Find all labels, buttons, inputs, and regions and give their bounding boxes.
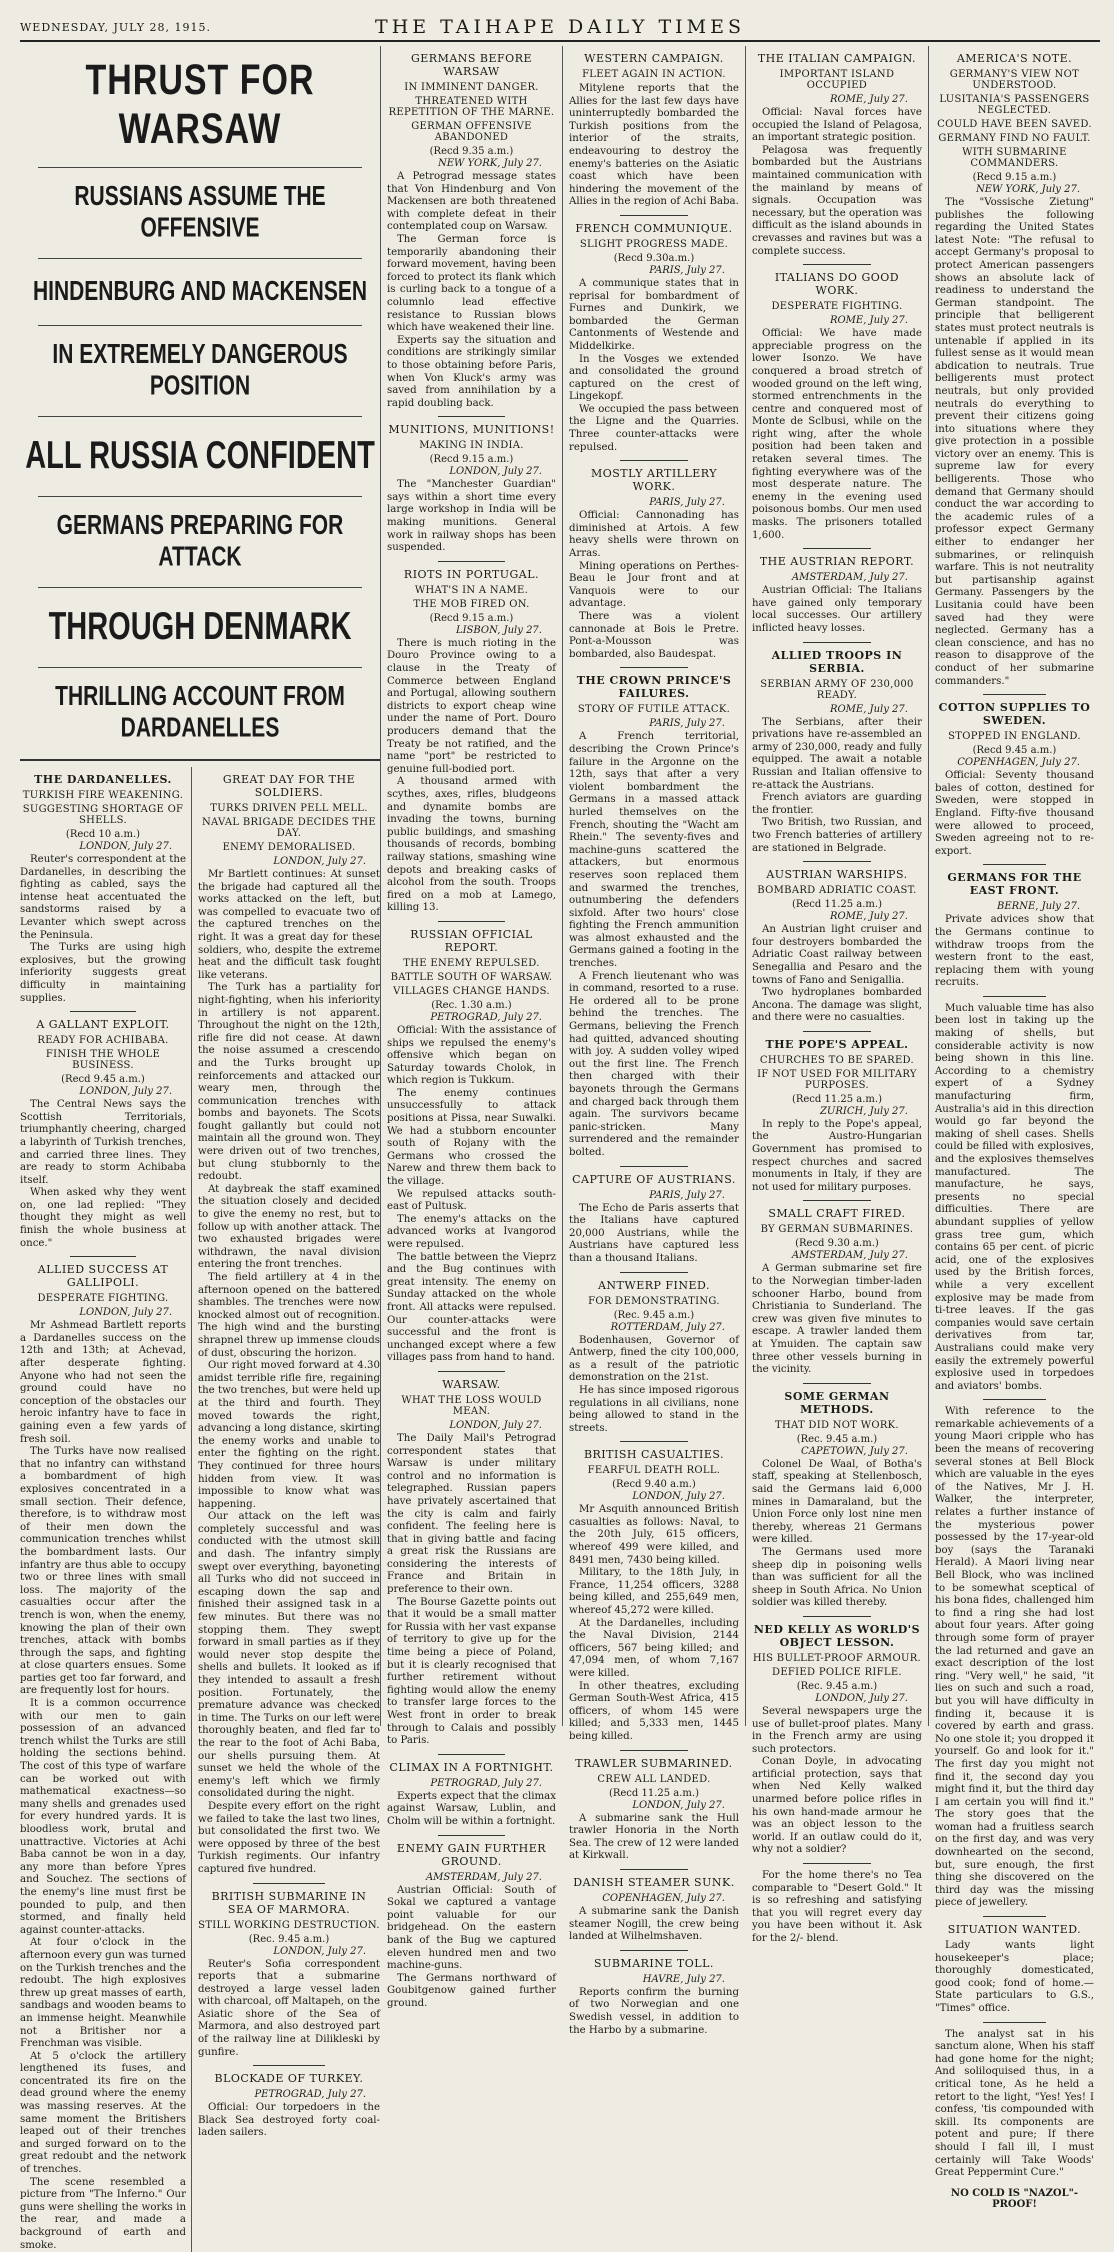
- dateline: PARIS, July 27.: [649, 497, 725, 509]
- received-time: (Recd 9.45 a.m.): [972, 745, 1057, 757]
- article-subhead: TURKISH FIRE WEAKENING.: [22, 790, 184, 801]
- columns: [20, 46, 1100, 2251]
- paragraph: Bodenhausen, Governor of Antwerp, fined the city 100,000, as a result of the patriotic demonstration on the 21st.: [568, 1334, 739, 1384]
- received-time: (Recd 9.15 a.m.): [972, 172, 1057, 183]
- dateline: LONDON, July 27.: [273, 1945, 366, 1957]
- article-title: AMERICA'S NOTE.: [956, 52, 1073, 65]
- article-subhead: SLIGHT PROGRESS MADE.: [579, 238, 729, 250]
- received-time: (Recd 9.15 a.m.): [429, 612, 514, 624]
- paragraph: Conan Doyle, in advocating artificial protection, says that when Ned Kelly walked unarmed before police rifles in his own hand-made armour he was an object lesson to the world. If an outlaw could do it, why not a soldier?: [751, 1756, 922, 1856]
- paragraph: French aviators are guarding the frontier.: [751, 792, 922, 816]
- received-time: (Recd 9.15 a.m.): [429, 454, 514, 466]
- paragraph: Austrian Official: South of Sokal we captured a vantage point valuable for our bridgehead. On the eastern bank of the Bug we captured eleven hundred men and two machine-guns.: [387, 1884, 556, 1972]
- article-title: THE DARDANELLES.: [34, 773, 172, 786]
- paragraph: At 5 o'clock the artillery lengthened its fuses, and concentrated its fire on the dead ground where the enemy was massing reserves. At the same moment the Britishers leaped out of their trenches and surged forward on to the great redoubt and the network of trenches.: [20, 2050, 186, 2176]
- article-subhead: STILL WORKING DESTRUCTION.: [198, 1919, 380, 1931]
- paragraph: Several newspapers urge the use of bullet-proof plates. Many in the French army are using such protectors.: [751, 1705, 922, 1755]
- received-time: (Rec. 9.45 a.m.): [248, 1933, 330, 1945]
- article-subhead: FOR DEMONSTRATING.: [588, 1295, 720, 1307]
- paragraph: The German force is temporarily abandoning their forward movement, having been forced to protect its flank which is curling back to a tongue of a columnlo lead effective resistance to Russian blows which have weakened their line.: [387, 233, 556, 334]
- dateline: LONDON, July 27.: [79, 1307, 172, 1319]
- article-title: NED KELLY AS WORLD'S OBJECT LESSON.: [753, 1622, 921, 1649]
- paragraph: The enemy's attacks on the advanced works at Ivangorod were repulsed.: [387, 1213, 556, 1250]
- paragraph: Official: We have made appreciable progress on the lower Isonzo. We have conquered a broad stretch of wooded ground on the left wing, stormed entrenchments in the centre and conquered most of Monte de Sclbusi, while on the right wing, after the whole position had been taken and retaken several times. The fighting everywhere was of the most desperate nature. The enemy in the evening used poisonous bombs. Our men used masks. The prisoners totalled 1,600.: [751, 328, 922, 541]
- paragraph: We occupied the pass between the Ligne and the Quarries. Three counter-attacks were repulsed.: [568, 403, 739, 453]
- paragraph: There is much rioting in the Douro Province owing to a clause in the Treaty of Commerce between England and Portugal, allowing southern districts to export cheap wine under the name of Port. Douro producers demand that the Treaty be not ratified, and the name "port" be restricted to genuine full-bodied port.: [387, 637, 556, 775]
- article-title: THE ITALIAN CAMPAIGN.: [757, 52, 917, 65]
- article-subhead: DESPERATE FIGHTING.: [771, 301, 903, 313]
- article-title: SUBMARINE TOLL.: [594, 1956, 714, 1970]
- article-subhead: THREATENED WITH REPETITION OF THE MARNE.: [388, 96, 555, 118]
- paragraph: The Daily Mail's Petrograd correspondent states that Warsaw is under military control and no information is telegraphed. Russian papers have privately ascertained that the city is calm and fairly confident. The feeling here is that in giving battle and facing a great risk the Russians are considering the interests of France and Britain in preference to their own.: [387, 1432, 556, 1596]
- advertisement: For the home there's no Tea comparable to "Desert Gold." It is so refreshing and satisfying that you will regret every day you have been without it. Ask for the 2/- blend.: [751, 1870, 922, 1944]
- article-subhead: SUGGESTING SHORTAGE OF SHELLS.: [22, 804, 184, 826]
- received-time: (Rec. 9.45 a.m.): [796, 1680, 878, 1692]
- dateline: ROME, July 27.: [829, 94, 908, 105]
- dateline: ROME, July 27.: [829, 703, 908, 715]
- received-time: (Recd 11.25 a.m.): [791, 899, 882, 911]
- dateline: PARIS, July 27.: [649, 1189, 725, 1201]
- paragraph: The enemy continues unsuccessfully to attack positions at Pissa, near Suwalki. We had a stubborn encounter south of Rojany with the Germans who crossed the Narew and threw them back to the village.: [387, 1087, 556, 1188]
- paragraph: A French territorial, describing the Crown Prince's failure in the Argonne on the 12th, says that after a very violent bombardment the Germans in a massed attack hurled themselves on the French, shouting the "Wacht am Rhein." The seventy-fives and machine-guns scattered the attackers, but enormous reserves soon replaced them and swarmed the trenches, outnumbering the defenders sixfold. After two hours' close fighting the French ammunition was almost exhausted and the Germans gained a footing in the trenches.: [568, 731, 739, 970]
- dateline: PARIS, July 27.: [649, 264, 725, 276]
- article-subhead: CHURCHES TO BE SPARED.: [759, 1054, 914, 1066]
- dateline: CAPETOWN, July 27.: [801, 1445, 908, 1457]
- article-title: FRENCH COMMUNIQUE.: [575, 221, 733, 235]
- dateline: LONDON, July 27.: [632, 1491, 725, 1503]
- paragraph: The "Manchester Guardian" says within a short time every large workshop in India will be making munitions. General work in railway shops has been suspended.: [387, 479, 556, 554]
- article-title: GERMANS FOR THE EAST FRONT.: [947, 871, 1082, 898]
- article-title: WARSAW.: [442, 1377, 501, 1391]
- paragraph: The Turks have now realised that no infantry can withstand a bombardment of high explosives concentrated in a small section. Their defence, therefore, is to withdraw most of their men down the communication trenches whilst the bombardment lasts. Our infantry are thus able to occupy two or three lines with small loss. The majority of the casualties occur after the trench is won, when the enemy, knowing the plan of their own trenches, attack with bombs through the saps, and fighting at close quarters ensues. Some parties get too far forward, and are frequently lost for hours.: [20, 1446, 186, 1697]
- article-title: SMALL CRAFT FIRED.: [768, 1207, 906, 1221]
- paragraph: The Turk has a partiality for night-fighting, when his inferiority in artillery is not apparent. Throughout the night on the 12th, rifle fire did not cease. At dawn the noise assumed a crescendo and the Turks brought up reinforcements and attacked our weary men, through the communication trenches with bombs and bayonets. The Scots fought gallantly but could not maintain all the ground won. They were driven out of two trenches, but clung stubbornly to the redoubt.: [198, 982, 380, 1183]
- article-title: CLIMAX IN A FORTNIGHT.: [389, 1760, 554, 1774]
- paragraph: Pelagosa was frequently bombarded but the Austrians maintained communication with the mainland by means of signals. Occupation was necessary, but the operation was difficult as the island abounds in crevasses and ravines but was a complete success.: [751, 144, 922, 257]
- paragraph: He has since imposed rigorous regulations in all civilians, none being allowed to stand in the streets.: [568, 1384, 739, 1434]
- article-title: MOSTLY ARTILLERY WORK.: [590, 467, 718, 494]
- great-day-column: [192, 767, 380, 2252]
- paragraph: Military, to the 18th July, in France, 11,254 officers, 3288 being killed, and 255,649 men, whereof 45,272 were killed.: [568, 1567, 739, 1617]
- paragraph: A thousand armed with scythes, axes, rifles, bludgeons and dynamite bombs are invading the towns, burning public buildings, and smashing thousands of records, bombing railway stations, smashing wine depots and breaking casks of alcohol from the south. Troops fired on a mob at Lamego, killing 13.: [387, 776, 556, 914]
- paragraph: Official: Cannonading has diminished at Artois. A few heavy shells were thrown on Arras.: [568, 510, 739, 560]
- dateline: PETROGRAD, July 27.: [430, 1777, 542, 1789]
- dateline: ROME, July 27.: [829, 911, 908, 923]
- headline-1: THRUST FOR WARSAW: [85, 56, 315, 153]
- article-title: RIOTS IN PORTUGAL.: [403, 567, 540, 581]
- article-subhead: GERMANY'S VIEW NOT UNDERSTOOD.: [949, 69, 1080, 91]
- article-title: TRAWLER SUBMARINED.: [575, 1756, 733, 1770]
- article-subhead: IN IMMINENT DANGER.: [404, 82, 539, 93]
- headline-2: RUSSIANS ASSUME THE OFFENSIVE: [74, 181, 326, 243]
- paragraph: A Petrograd message states that Von Hindenburg and Von Mackensen are both threatened with complete defeat in their contemplated coup on Warsaw.: [387, 171, 556, 233]
- article-subhead: GERMAN OFFENSIVE ABANDONED: [411, 121, 532, 143]
- paragraph: Reuter's correspondent at the Dardanelles, in describing the fighting as cabled, says the intense heat accentuated the sandstorms raised by a Levanter which swept across the Peninsula.: [20, 854, 186, 941]
- paragraph: Official: With the assistance of ships we repulsed the enemy's offensive which began on Saturday towards Cholok, in which region is Tukkum.: [387, 1024, 556, 1087]
- article-title: DANISH STEAMER SUNK.: [573, 1875, 735, 1889]
- dateline: ROTTERDAM, July 27.: [610, 1321, 725, 1333]
- article-subhead: MAKING IN INDIA.: [419, 440, 524, 452]
- article-subhead: FLEET AGAIN IN ACTION.: [582, 69, 726, 80]
- issue-date: WEDNESDAY, JULY 28, 1915.: [20, 20, 212, 34]
- article-title: SOME GERMAN METHODS.: [784, 1389, 890, 1416]
- paragraph: Private advices show that the Germans continue to withdraw troops from the western front to the east, replacing them with young recruits.: [934, 914, 1094, 989]
- paragraph: A submarine sank the Danish steamer Nogill, the crew being landed at Wilhelmshaven.: [568, 1905, 739, 1943]
- article-subhead: SERBIAN ARMY OF 230,000 READY.: [760, 678, 914, 701]
- article-title: THE POPE'S APPEAL.: [765, 1037, 909, 1051]
- dateline: NEW YORK, July 27.: [437, 158, 542, 169]
- paragraph: Our right moved forward at 4.30 amidst terrible rifle fire, regaining the two trenches, but were held up at the third and fourth. They moved towards the right, advancing a long distance, skirting the enemy works and unable to enter the fighting on the right. They continued for three hours hidden from view. It was impossible to know what was happening.: [198, 1360, 380, 1510]
- dateline: LONDON, July 27.: [632, 1799, 725, 1811]
- received-time: (Recd 9.30a.m.): [613, 252, 695, 264]
- article-title: BLOCKADE OF TURKEY.: [214, 2072, 364, 2086]
- paragraph: In reply to the Pope's appeal, the Austro-Hungarian Government has promised to respect churches and sacred monuments in Italy, if they are not used for military purposes.: [751, 1118, 922, 1193]
- paragraph: Reuter's Sofia correspondent reports that a submarine destroyed a large vessel laden with charcoal, off Maltapeh, on the Asiatic shore of the Sea of Marmora, and also destroyed part of the railway line at Dilikleski by gunfire.: [198, 1958, 380, 2058]
- western-campaign-column: [563, 46, 746, 2036]
- dateline: AMSTERDAM, July 27.: [425, 1871, 542, 1883]
- article-title: ITALIANS DO GOOD WORK.: [774, 271, 900, 298]
- paragraph: Mining operations on Perthes-Beau le Jour front and at Vanquois were to our advantage.: [568, 560, 739, 610]
- paragraph: The Echo de Paris asserts that the Italians have captured 20,000 Austrians, while the Austrians have captured less than a thousand Italians.: [568, 1202, 739, 1264]
- article-title: GREAT DAY FOR THE SOLDIERS.: [222, 773, 356, 799]
- dateline: AMSTERDAM, July 27.: [791, 1250, 908, 1262]
- article-subhead: DEFIED POLICE RIFLE.: [772, 1666, 902, 1678]
- dateline: LONDON, July 27.: [449, 466, 542, 478]
- article-title: ANTWERP FINED.: [597, 1278, 710, 1292]
- headline-6: GERMANS PREPARING FOR ATTACK: [56, 510, 344, 572]
- paragraph: The field artillery at 4 in the afternoon opened on the battered shambles. The trenches were now knocked almost out of recognition. The high wind and the bursting shrapnel threw up immense clouds of dust, obscuring the horizon.: [198, 1272, 380, 1359]
- paragraph: An Austrian light cruiser and four destroyers bombarded the Adriatic Coast railway between Senegallia and Pesaro and the towns of Fano and Senigallia.: [751, 924, 922, 986]
- article-subhead: HIS BULLET-PROOF ARMOUR.: [752, 1652, 922, 1664]
- headline-7: THROUGH DENMARK: [48, 605, 352, 649]
- article-subhead: WHAT THE LOSS WOULD MEAN.: [401, 1394, 542, 1417]
- article-subhead: THE MOB FIRED ON.: [413, 598, 530, 610]
- paragraph: Austrian Official: The Italians have gained only temporary local successes. Our artillery inflicted heavy losses.: [751, 585, 922, 634]
- article-subhead: GERMANY FIND NO FAULT.: [938, 133, 1091, 144]
- received-time: (Recd 10 a.m.): [65, 829, 141, 840]
- paragraph: A French lieutenant who was in command, resorted to a ruse. He ordered all to be prone behind the trenches. The Germans, believing the French had quitted, advanced shouting with joy. A sudden volley wiped out the first line. The French then charged with their bayonets through the Germans and charged back through them again. The survivors became panic-stricken. Many surrendered and the remainder bolted.: [568, 970, 739, 1158]
- article-subhead: LUSITANIA'S PASSENGERS NEGLECTED.: [939, 94, 1090, 116]
- article-subhead: DESPERATE FIGHTING.: [37, 1293, 169, 1305]
- paragraph: In the Vosges we extended and consolidated the ground captured on the crest of Lingekopf.: [568, 353, 739, 403]
- article-subhead: THAT DID NOT WORK.: [774, 1419, 899, 1431]
- dateline: LONDON, July 27.: [449, 1419, 542, 1431]
- headline-5: ALL RUSSIA CONFIDENT: [25, 434, 375, 478]
- received-time: (Recd 9.45 a.m.): [61, 1074, 145, 1086]
- paragraph: The Turks are using high explosives, but the growing inferiority suggests great difficulty in maintaining supplies.: [20, 942, 186, 1004]
- dateline: LONDON, July 27.: [273, 856, 366, 867]
- article-subhead: STOPPED IN ENGLAND.: [948, 731, 1081, 743]
- paragraph: The scene resembled a picture from "The Inferno." Our guns were shelling the works in the rear, and made a background of earth and smoke.: [20, 2176, 186, 2251]
- article-subhead: CREW ALL LANDED.: [597, 1773, 711, 1785]
- lead-subcolumns: [20, 767, 380, 2252]
- article-subhead: IF NOT USED FOR MILITARY PURPOSES.: [757, 1068, 917, 1091]
- warsaw-column: [380, 46, 563, 2009]
- paragraph: The battle between the Vieprz and the Bug continues with great intensity. The enemy on Sunday attacked on the whole front. All attacks were repulsed. Our counter-attacks were successful and the front is unchanged except where a few villages pass from hand to hand.: [387, 1251, 556, 1364]
- received-time: (Recd 11.25 a.m.): [791, 1093, 882, 1105]
- received-time: (Recd 9.40 a.m.): [612, 1479, 696, 1491]
- article-subhead: FEARFUL DEATH ROLL.: [587, 1465, 721, 1477]
- dateline: PARIS, July 27.: [649, 718, 725, 730]
- article-title: A GALLANT EXPLOIT.: [36, 1018, 170, 1032]
- dateline: AMSTERDAM, July 27.: [791, 572, 908, 584]
- article-title: CAPTURE OF AUSTRIANS.: [572, 1172, 736, 1186]
- article-subhead: THE ENEMY REPULSED.: [403, 957, 540, 969]
- paragraph: The Bourse Gazette points out that it would be a small matter for Russia with her vast expanse of territory to give up for the time being a piece of Poland, but it is clearly recognised that further retirement without fighting would allow the enemy to transfer large forces to the West front in order to break through to Calais and possibly to Paris.: [387, 1596, 556, 1747]
- article-title: MUNITIONS, MUNITIONS!: [388, 423, 555, 437]
- paragraph: Two British, two Russian, and two French batteries of artillery are stationed in Belgrade.: [751, 817, 922, 854]
- headline-4: IN EXTREMELY DANGEROUS POSITION: [52, 339, 348, 401]
- received-time: (Rec. 9.45 a.m.): [613, 1309, 695, 1321]
- received-time: (Recd 9.30 a.m.): [795, 1238, 879, 1250]
- paragraph: The Germans northward of Goubitgenow gained further ground.: [387, 1972, 556, 2009]
- dateline: COPENHAGEN, July 27.: [957, 757, 1080, 769]
- lead-column: [20, 46, 380, 2251]
- paragraph: Mr Bartlett continues: At sunset the brigade had captured all the works attacked on the left, but was compelled to evacuate two of the captured trenches on the right. It was a great day for these soldiers, who, despite the extreme heat and the difficult task fought like veterans.: [198, 869, 380, 981]
- paragraph: A communique states that in reprisal for bombardment of Furnes and Dunkirk, we bombarded the German Cantonments of Westende and Middelkirke.: [568, 277, 739, 352]
- dardanelles-column: [20, 767, 192, 2252]
- paragraph: It is a common occurrence with our men to gain possession of an advanced trench whilst the Turks are still holding the sections behind. The cost of this type of warfare can be worked out with mathematical exactness—so many shells and grenades used for every hundred yards. It is bloodless work, brutal and unattractive. Victories at Achi Baba cannot be won in a day, any more than before Ypres and Souchez. The sections of the enemy's line must first be pounded to pulp, and then stormed, and finally held against counter-attacks.: [20, 1698, 186, 1936]
- paragraph: Official: Naval forces have occupied the Island of Pelagosa, an important strategic position.: [751, 107, 922, 144]
- dateline: PETROGRAD, July 27.: [430, 1011, 542, 1023]
- headline-3: HINDENBURG AND MACKENSEN: [32, 276, 368, 307]
- paragraph: Reports confirm the burning of two Norwegian and one Swedish vessel, in addition to the Harbo by a submarine.: [568, 1986, 739, 2036]
- paragraph: At daybreak the staff examined the situation closely and decided to give the enemy no rest, but to follow up with another attack. The two exhausted brigades were withdrawn, the naval division entering the front trenches.: [198, 1183, 380, 1271]
- paragraph: Mr Asquith announced British casualties as follows: Naval, to the 20th July, 615 officers, whereof 499 were killed, and 8491 men, 7430 being killed.: [568, 1504, 739, 1566]
- dateline: PETROGRAD, July 27.: [254, 2089, 366, 2101]
- article-subhead: STORY OF FUTILE ATTACK.: [577, 704, 731, 716]
- article-title: THE AUSTRIAN REPORT.: [759, 555, 915, 569]
- article-subhead: BATTLE SOUTH OF WARSAW.: [390, 971, 553, 983]
- received-time: (Rec. 9.45 a.m.): [796, 1433, 878, 1445]
- paragraph: We repulsed attacks south-east of Pultusk.: [387, 1188, 556, 1213]
- dateline: BERNE, July 27.: [997, 901, 1080, 913]
- classified-ad: Lady wants light housekeeper's place; thoroughly domesticated, good cook; fond of home.—State particulars to G.S., "Times" office.: [934, 1940, 1094, 2014]
- article-subhead: COULD HAVE BEEN SAVED.: [937, 119, 1092, 130]
- article-title: GERMANS BEFORE WARSAW: [410, 52, 533, 78]
- article-subhead: VILLAGES CHANGE HANDS.: [393, 985, 550, 997]
- article-subhead: TURKS DRIVEN PELL MELL.: [210, 803, 368, 814]
- article-title: WESTERN CAMPAIGN.: [584, 52, 724, 65]
- america-note-column: [929, 46, 1100, 2210]
- paragraph: In other theatres, excluding German South-West Africa, 415 officers, of whom 145 were killed; and 5,333 men, 1445 being killed.: [568, 1680, 739, 1742]
- paragraph: The Serbians, after their privations have re-assembled an army of 230,000, ready and fully equipped. The await a notable Russian and Italian offensive to re-attack the Austrians.: [751, 716, 922, 791]
- paragraph: A German submarine set fire to the Norwegian timber-laden schooner Harbo, bound from Christiania to Sunderland. The crew was given five minutes to escape. A trawler landed them at Ymuiden. The captain saw three other vessels burning in the vicinity.: [751, 1263, 922, 1376]
- paragraph: Experts expect that the climax against Warsaw, Lublin, and Cholm will be within a fortnight.: [387, 1790, 556, 1827]
- paragraph: Despite every effort on the right we failed to take the last two lines, but consolidated the first two. We were opposed by three of the best Turkish regiments. Our infantry captured five hundred.: [198, 1800, 380, 1875]
- paragraph: Two hydroplanes bombarded Ancona. The damage was slight, and there were no casualties.: [751, 987, 922, 1024]
- paragraph: There was a violent cannonade at Bois le Pretre. Pont-a-Mousson was bombarded, also Baudespat.: [568, 611, 739, 660]
- article-subhead: WITH SUBMARINE COMMANDERS.: [962, 147, 1067, 169]
- article-subhead: ENEMY DEMORALISED.: [222, 842, 356, 853]
- article-title: BRITISH CASUALTIES.: [583, 1448, 724, 1462]
- advertisement: The analyst sat in his sanctum alone, When his staff had gone home for the night; And soliloquised thus, in a critical tone, As he held a retort to the light, "Yes! Yes! I confess, 'tis compounded with skill. Its components are potent and pure; If there should I fall ill, I must certainly will Take Woods' Great Peppermint Cure.": [934, 2028, 1094, 2179]
- paragraph: At four o'clock in the afternoon every gun was turned on the Turkish trenches and the redoubt. The high explosives threw up great masses of earth, sandbags and wooden beams to an immense height. Meanwhile not a Britisher nor a Frenchman was visible.: [20, 1937, 186, 2050]
- article-title: AUSTRIAN WARSHIPS.: [766, 868, 908, 882]
- paragraph: With reference to the remarkable achievements of a young Maori cripple who has been the means of recovering several stones at Bell Block which are valuable in the eyes of the Natives, Mr J. H. Walker, the interpreter, relates a further instance of the mysterious power possessed by the 17-year-old boy (says the Taranaki Herald). A Maori living near Bell Block, who was inclined to be somewhat sceptical of his bona fides, challenged him to find a ring she had lost about four years. After going through some form of prayer the lad returned and gave an exact description of the lost ring. "Very well," he said, "it lies on such and such a road, but you will have difficulty in finding it, because it is covered by earth and grass. No one stole it; you dropped it yourself. Go and look for it." The first day you might not find it, the second day you might find it, but the third day I am certain you will find it." The story goes that the woman had a fruitless search on the first day, and was very downhearted on the second, but, sure enough, the first thing she discovered on the third day was the missing piece of jewellery.: [934, 1406, 1094, 1909]
- dateline: ZURICH, July 27.: [819, 1105, 908, 1117]
- article-subhead: BY GERMAN SUBMARINES.: [760, 1224, 914, 1236]
- italian-campaign-column: [746, 46, 929, 1944]
- paragraph: When asked why they went on, one lad replied: "They thought they might as well finish the whole business at once.": [20, 1187, 186, 1249]
- article-title: COTTON SUPPLIES TO SWEDEN.: [938, 701, 1091, 728]
- paragraph: Much valuable time has also been lost in taking up the making of shells, but considerable activity is now being shown in this line. According to a chemistry expert of a Sydney manufacturing firm, Australia's aid in this direction would go far beyond the making of shell cases. Shells could be filled with explosives, and the explosives themselves manufactured. The manufacture, he says, presents no special difficulties. There are abundant supplies of yellow grass tree gum, which contains 65 per cent. of picric acid, one of the explosives used by the British forces, while a very excellent explosive may be made from ti-tree leaves. If the gas companies would save certain derivatives from tar, Australians could make very easily the extremely powerful explosive used in torpedoes and aviators' bombs.: [934, 1002, 1094, 1392]
- article-title: ENEMY GAIN FURTHER GROUND.: [396, 1841, 547, 1868]
- received-time: (Recd 11.25 a.m.): [608, 1787, 699, 1799]
- dateline: COPENHAGEN, July 27.: [602, 1892, 725, 1904]
- dateline: HAVRE, July 27.: [642, 1973, 725, 1985]
- headline-8: THRILLING ACCOUNT FROM DARDANELLES: [55, 681, 345, 743]
- advertisement-slogan: NO COLD IS "NAZOL"-PROOF!: [950, 2187, 1079, 2210]
- paper-name: THE TAIHAPE DAILY TIMES: [375, 16, 745, 38]
- paragraph: Official: Seventy thousand bales of cotton, destined for Sweden, were stopped in England. Fifty-five thousand were allowed to proceed, Sweden agreeing not to re-export.: [934, 770, 1094, 857]
- dateline: LONDON, July 27.: [79, 1086, 172, 1098]
- article-subhead: WHAT'S IN A NAME.: [414, 584, 529, 596]
- article-subhead: READY FOR ACHIBABA.: [37, 1035, 169, 1047]
- article-subhead: FINISH THE WHOLE BUSINESS.: [45, 1049, 161, 1072]
- paragraph: Our attack on the left was completely successful and was conducted with the utmost skill and dash. The infantry simply swept over everything, bayoneting all Turks who did not succeed in escaping down the sap and finished their assigned task in a few minutes. But there was no stopping them. They swept forward in small parties as if they would never stop despite the shells and bullets. It looked as if they intended to assault a fresh position. Fortunately, the premature advance was checked in time. The Turks on our left were thoroughly beaten, and fled far to the rear to the foot of Achi Baba, our shells pursuing them. At sunset we held the whole of the enemy's left which we firmly consolidated during the night.: [198, 1511, 380, 1800]
- paragraph: Experts say the situation and conditions are strikingly similar to those obtaining before Paris, when Von Kluck's army was saved from annihilation by a rapid doubling back.: [387, 334, 556, 409]
- paragraph: At the Dardanelles, including the Naval Division, 2144 officers, 567 being killed; and 47,094 men, of whom 7,167 were killed.: [568, 1617, 739, 1679]
- paragraph: Colonel De Waal, of Botha's staff, speaking at Stellenbosch, said the Germans laid 6,000 mines in Damaraland, but the Union Force only lost nine men thereby, whereas 21 Germans were killed.: [751, 1458, 922, 1546]
- paragraph: Official: Our torpedoers in the Black Sea destroyed forty coal-laden sailers.: [198, 2102, 380, 2139]
- article-title: ALLIED SUCCESS AT GALLIPOLI.: [37, 1263, 169, 1290]
- dateline: ROME, July 27.: [829, 315, 908, 327]
- article-subhead: BOMBARD ADRIATIC COAST.: [757, 885, 917, 897]
- received-time: (Recd 9.35 a.m.): [429, 146, 514, 157]
- paragraph: A submarine sank the Hull trawler Honoria in the North Sea. The crew of 12 were landed at Kirkwall.: [568, 1812, 739, 1862]
- dateline: NEW YORK, July 27.: [975, 184, 1080, 195]
- paragraph: The "Vossische Zietung" publishes the following regarding the United States latest Note: "The refusal to accept Germany's proposal to protect American passengers shows an absolute lack of readiness to understand the German standpoint. The principle that belligerent states must protect neutrals is untenable if applied in its fullest sense as it would mean abdication to neutrals. True belligerents must protect neutrals, but only provided neutrals do everything to prevent their citizens going into situations where they give protection in a possible victory over an enemy. This is supreme law for every belligerents. Those who demand that Germany should conduct the war according to the academic rules of a professor expect Germany either to endanger her submarines, or relinquish warfare. This is not neutrality but partisanship against Germany. Passengers by the Lusitania could have been saved had they were neglected. Germany has a clean conscience, and has no reason to disapprove of the conduct of her submarine commanders.": [934, 197, 1094, 687]
- article-subhead: IMPORTANT ISLAND OCCUPIED: [779, 69, 895, 91]
- paragraph: Mr Ashmead Bartlett reports a Dardanelles success on the 12th and 13th; at Achevad, after desperate fighting. Anyone who had not seen the ground could have no conception of the obstacles our heroic infantry have to face in gaining even a few yards of fresh soil.: [20, 1320, 186, 1445]
- article-title: BRITISH SUBMARINE IN SEA OF MARMORA.: [211, 1889, 367, 1916]
- paragraph: Mitylene reports that the Allies for the last few days have uninterruptedly bombarded the Turkish positions from the interior of the straits, endeavouring to destroy the enemy's batteries on the Asiatic coast which have been hindering the movement of the Allies in the region of Achi Baba.: [568, 83, 739, 208]
- article-title: ALLIED TROOPS IN SERBIA.: [771, 648, 903, 675]
- article-title: THE CROWN PRINCE'S FAILURES.: [576, 674, 732, 701]
- dateline: LONDON, July 27.: [815, 1692, 908, 1704]
- article-title: RUSSIAN OFFICIAL REPORT.: [410, 927, 533, 954]
- paragraph: The Germans used more sheep dip in poisoning wells than was sufficient for all the sheep in South Africa. No Union soldier was killed thereby.: [751, 1546, 922, 1609]
- article-title: SITUATION WANTED.: [947, 1923, 1082, 1937]
- paragraph: The Central News says the Scottish Territorials, triumphantly cheering, charged a labyrinth of Turkish trenches, and carried three lines. They are ready to storm Achibaba itself.: [20, 1099, 186, 1186]
- received-time: (Rec. 1.30 a.m.): [431, 999, 512, 1011]
- dateline: LONDON, July 27.: [79, 841, 172, 852]
- article-subhead: NAVAL BRIGADE DECIDES THE DAY.: [201, 817, 377, 839]
- dateline: LISBON, July 27.: [455, 624, 542, 636]
